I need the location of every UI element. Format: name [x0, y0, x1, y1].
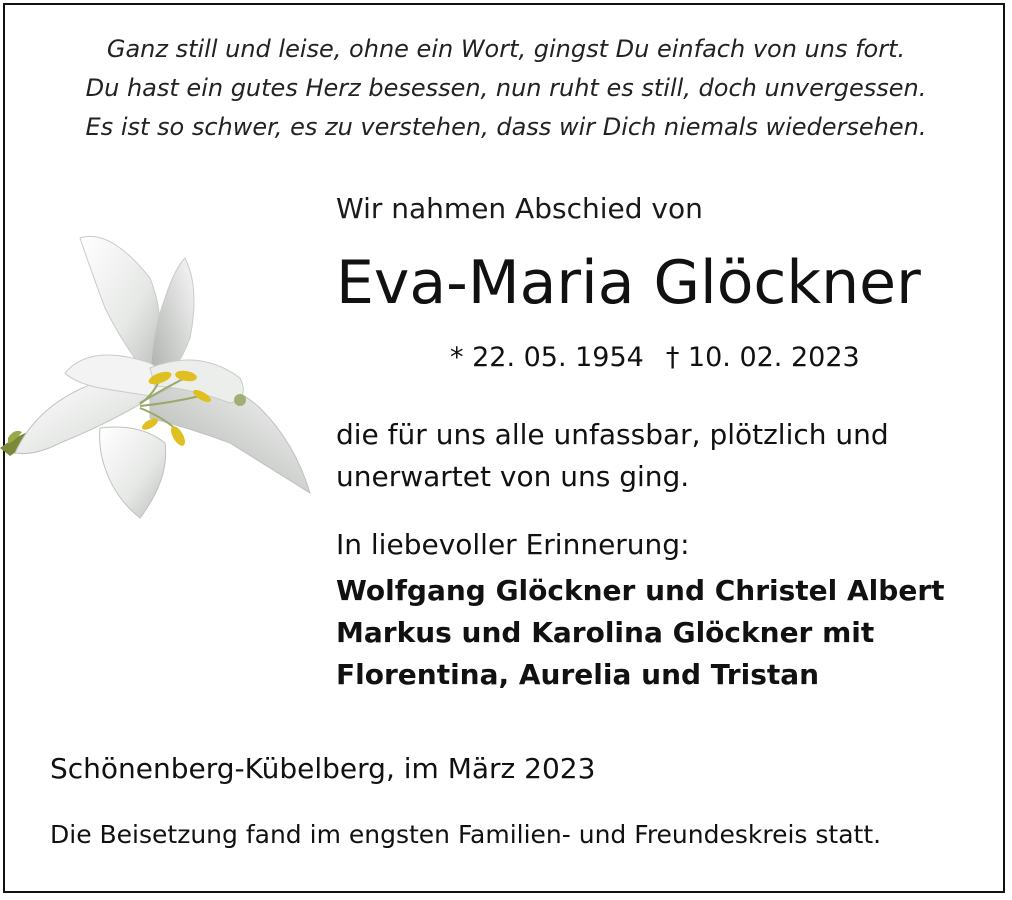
poem-line-1: Ganz still und leise, ohne ein Wort, gingst Du einfach von uns fort.: [106, 35, 906, 63]
burial-note: Die Beisetzung fand im engsten Familien- und Freundeskreis statt.: [50, 820, 882, 849]
lily-flower-icon: [0, 228, 320, 528]
family-line-2: Markus und Karolina Glöckner mit: [336, 616, 875, 649]
description: [336, 414, 889, 498]
poem: [0, 30, 1012, 147]
deceased-name: Eva-Maria Glöckner: [336, 248, 921, 318]
family-line-3: Florentina, Aurelia und Tristan: [336, 658, 820, 691]
description-line-2: unerwartet von uns ging.: [336, 460, 690, 493]
poem-line-3: Es ist so schwer, es zu verstehen, dass wir Dich niemals wiedersehen.: [85, 113, 927, 141]
death-date: † 10. 02. 2023: [665, 342, 860, 373]
memory-label: In liebevoller Erinnerung:: [336, 528, 690, 561]
life-dates: [450, 342, 860, 373]
place-date: Schönenberg-Kübelberg, im März 2023: [50, 752, 596, 785]
description-line-1: die für uns alle unfassbar, plötzlich und: [336, 418, 889, 451]
family-names: [336, 570, 945, 696]
poem-line-2: Du hast ein gutes Herz besessen, nun ruht es still, doch unvergessen.: [85, 74, 927, 102]
intro-text: Wir nahmen Abschied von: [336, 192, 703, 225]
birth-date: * 22. 05. 1954: [450, 342, 644, 373]
family-line-1: Wolfgang Glöckner und Christel Albert: [336, 574, 945, 607]
